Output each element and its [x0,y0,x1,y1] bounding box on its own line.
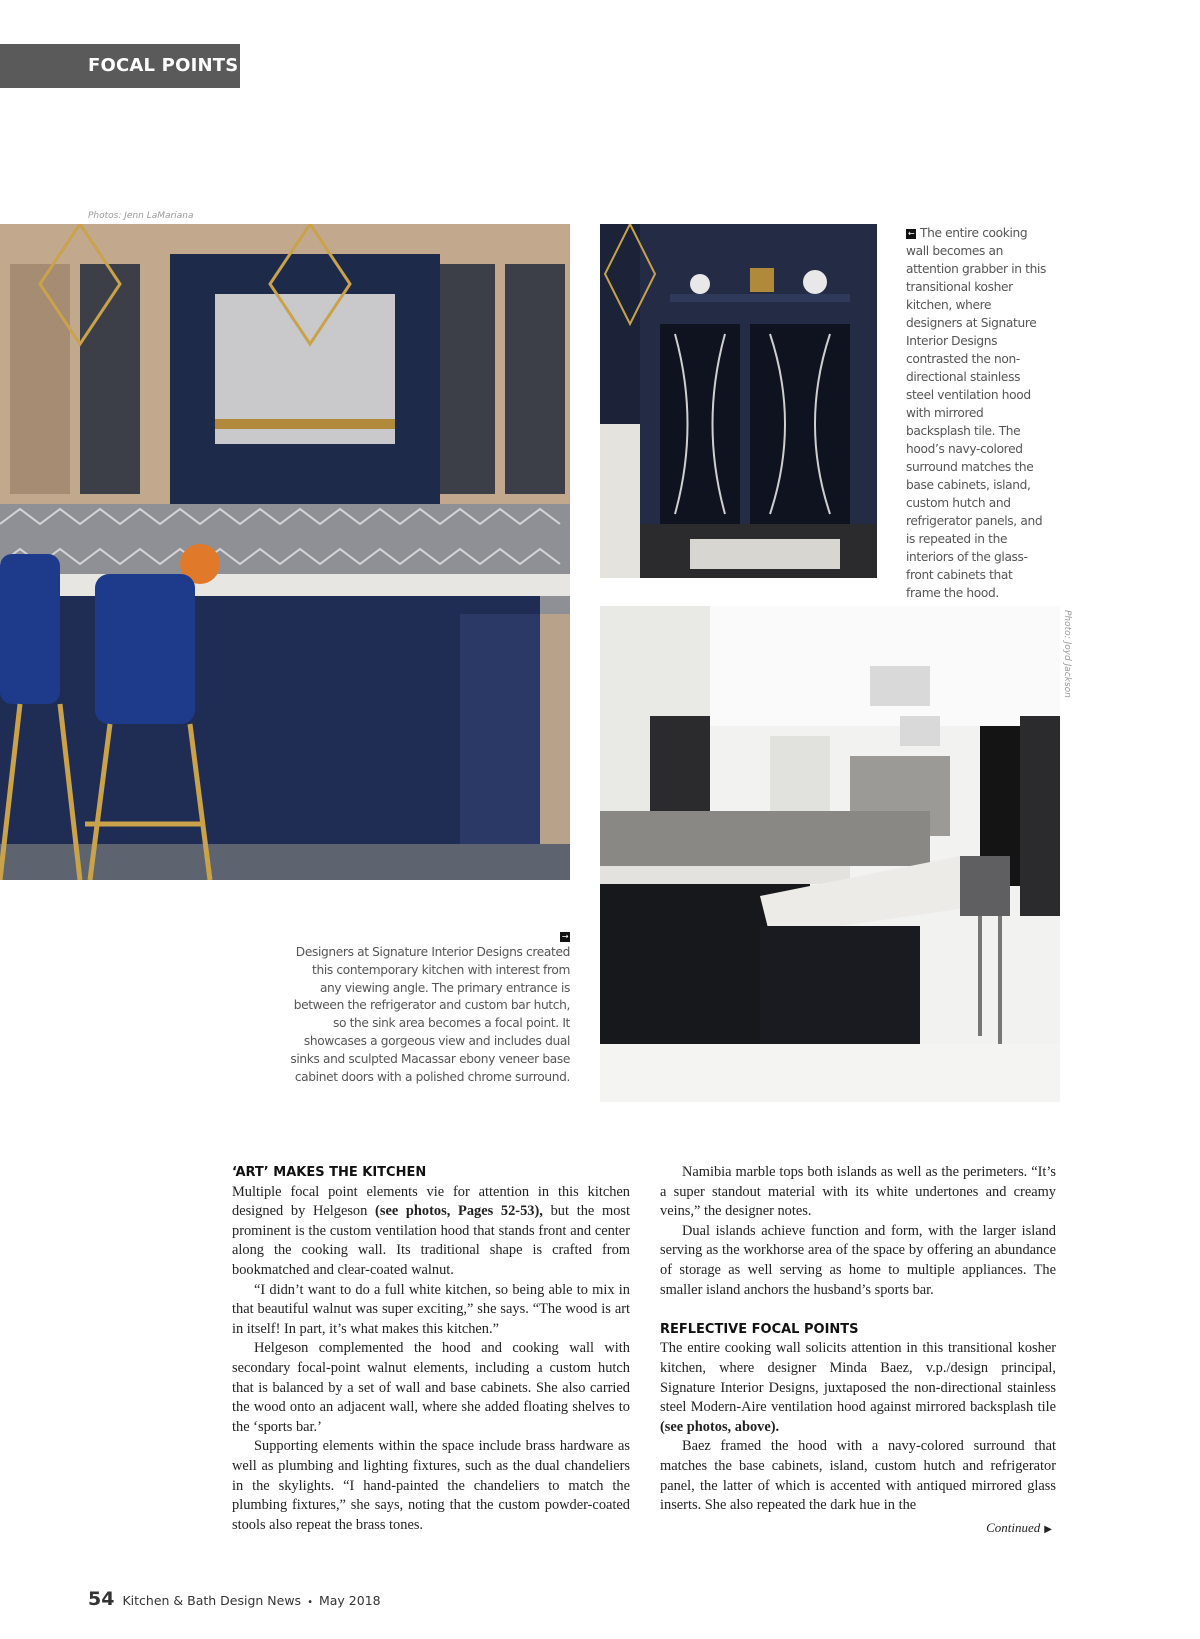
section-heading-art: ‘ART’ MAKES THE KITCHEN [232,1165,427,1180]
paragraph-4: Supporting elements within the space include brass hardware as well as plumbing and lighting fixtures, such as the dual chandeliers in the skylights. “I hand-painted the chandeliers to match the plumbing fixtures,” she says, noting that the custom powder-coated stools also repeat the brass tones. [232,1438,630,1533]
paragraph-1: Multiple focal point elements vie for attention in this kitchen designed by Helgeson (see photos, Pages 52-53), but the most prominent is the custom ventilation hood that stands front and center along the cooking wall. Its traditional shape is crafted from bookmatched and clear-coated walnut. [232,1183,630,1278]
page-number: 54 [88,1588,115,1610]
arrow-left-icon: ← [907,229,915,238]
paragraph-8: Baez framed the hood with a navy-colored surround that matches the base cabinets, island, custom hutch and refrigerator panel, the latter of which is accented with antiqued mirrored glass inserts. She also repeated the dark hue in the [660,1438,1056,1514]
caption-contemporary [290,928,570,1086]
paragraph-7: The entire cooking wall solicits attention in this transitional kosher kitchen, where designer Minda Baez, v.p./design principal, Signature Interior Designs, juxtaposed the non-directional stainless steel Modern-Aire ventilation hood against mirrored backsplash tile (see photos, above). [660,1340,1056,1435]
page-footer [88,1588,381,1610]
paragraph-5: Namibia marble tops both islands as well as the perimeters. “It’s a super standout material with its white undertones and creamy veins,” the designer notes. [660,1164,1056,1220]
issue-date: May 2018 [318,1593,381,1608]
continued-label: Continued ▶ [986,1519,1052,1535]
photo-navy-island-kitchen [0,224,570,880]
article-column-left [232,1163,630,1535]
section-heading-reflective: REFLECTIVE FOCAL POINTS [660,1321,859,1337]
publication-name: Kitchen & Bath Design News [122,1593,302,1608]
caption-hood-text: The entire cooking wall becomes an attention grabber in this transitional kosher kitchen, where designers at Signature Interior Designs contrasted the non-directional stainless steel ventilation hood with mirrored backsplash tile. The hood’s navy-colored surround matches the base cabinets, island, custom hutch and refrigerator panels, and is repeated in the interiors of the glass-front cabinets that frame the hood. [906,226,1047,600]
article-column-right [660,1163,1056,1539]
photo-contemporary-kitchen [600,606,1060,1102]
arrow-right-icon: → [561,932,569,941]
paragraph-3: Helgeson complemented the hood and cooking wall with secondary focal-point walnut elements, including a custom hutch that is balanced by a set of wall and base cabinets. She also carried the wood onto an adjacent wall, where she added floating shelves to the ‘sports bar.’ [232,1340,630,1435]
section-tag: FOCAL POINTS [0,44,240,88]
paragraph-2: “I didn’t want to do a full white kitchen, so being able to mix in that beautiful walnut was super exciting,” she says. “The wood is art in itself! In part, it’s what makes this kitchen.” [232,1281,630,1337]
caption-contemporary-text: Designers at Signature Interior Designs created this contemporary kitchen with interest from any viewing angle. The primary entrance is between the refrigerator and custom bar hutch, so the sink area becomes a focal point. It showcases a gorgeous view and includes dual sinks and sculpted Macassar ebony veneer base cabinet doors with a polished chrome surround. [290,945,570,1084]
photo-credit-side: Photo: Joyd Jackson [1062,610,1072,698]
triangle-right-icon: ▶ [1044,1523,1052,1535]
paragraph-6: Dual islands achieve function and form, with the larger island serving as the workhorse area of the space by offering an abundance of storage as well serving as home to multiple appliances. The smaller island anchors the husband’s sports bar. [660,1222,1056,1298]
caption-hood [906,224,1048,602]
photo-navy-hutch [600,224,877,578]
footer-separator: • [307,1597,313,1608]
photo-credit-top: Photos: Jenn LaMariana [88,211,194,221]
